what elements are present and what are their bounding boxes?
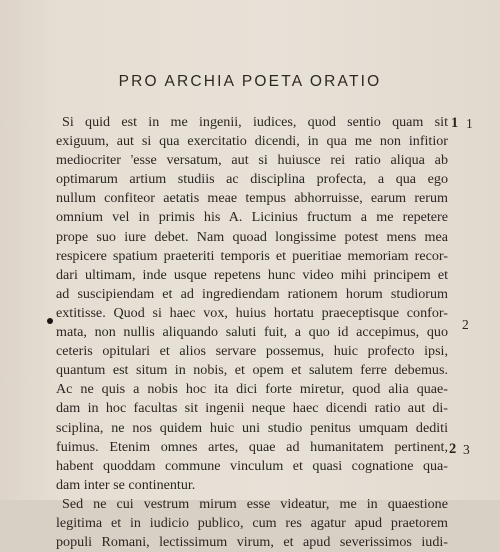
text-line: prope suo iure debet. Nam quoad longissime potest mens mea: [56, 228, 448, 245]
text-line: populi Romani, lectissimum virum, et apud severissimos iudi-: [56, 534, 448, 551]
section-number: 1: [451, 115, 459, 131]
text-line: sciplina, ne nos quidem huic uni studio penitus umquam dediti: [56, 419, 448, 436]
text-line: respicere spatium praeteriti temporis et pueritiae memoriam recor-: [56, 247, 448, 264]
paragraph-1: [56, 113, 448, 495]
text-line: dam inter se continentur.: [56, 476, 196, 493]
text-line: legitima et in iudicio publico, cum res agatur apud praetorem: [56, 514, 448, 531]
text-line: fuimus. Etenim omnes artes, quae ad humanitatem pertinent,: [56, 438, 448, 455]
text-line: habent quoddam commune vinculum et quasi cognatione qua-: [56, 457, 448, 474]
text-line: omnium vel in primis his A. Licinius fructum a me repetere: [56, 209, 448, 226]
text-line: nullum confiteor aetatis meae tempus abhorruisse, earum rerum: [56, 190, 448, 207]
page-title: PRO ARCHIA POETA ORATIO: [118, 73, 382, 90]
text-line: Sed ne cui vestrum mirum esse videatur, me in quaestione: [62, 495, 448, 512]
text-line: mediocriter 'esse versatum, aut si huiusce rei ratio aliqua ab: [56, 152, 448, 169]
text-line: Ac ne quis a nobis hoc ita dici forte miretur, quod alia quae-: [56, 381, 448, 398]
ink-spot: [47, 318, 53, 324]
text-line: dam in hoc facultas sit ingenii neque haec dicendi ratio aut di-: [56, 400, 448, 417]
paragraph-number: 3: [463, 442, 470, 457]
text-line: optimarum artium studiis ac disciplina profecta, a qua ego: [56, 171, 448, 188]
paragraph-number: 2: [462, 317, 469, 332]
paragraph-2: [56, 495, 448, 552]
text-line: dari ultimam, inde usque repetens hunc video mihi principem et: [56, 266, 448, 283]
section-number: 2: [449, 441, 457, 457]
text-line: ad suscipiendam et ad ingrediendam rationem horum studiorum: [56, 285, 448, 302]
text-line: ceteris opitulari et alios servare possemus, huic profecto ipsi,: [56, 343, 448, 360]
text-line: Si quid est in me ingenii, iudices, quod sentio quam sit: [62, 114, 448, 130]
text-line: extitisse. Quod si haec vox, huius hortatu praeceptisque confor-: [56, 304, 448, 321]
text-line: mata, non nullis aliquando saluti fuit, a quo id accepimus, quo: [56, 324, 448, 341]
paragraph-number: 1: [466, 116, 473, 131]
body-text: [56, 113, 448, 552]
text-line: exiguum, aut si qua exercitatio dicendi, in qua me non infitior: [56, 133, 448, 150]
text-line: quantum est situm in nobis, et opem et salutem ferre debemus.: [56, 362, 448, 379]
